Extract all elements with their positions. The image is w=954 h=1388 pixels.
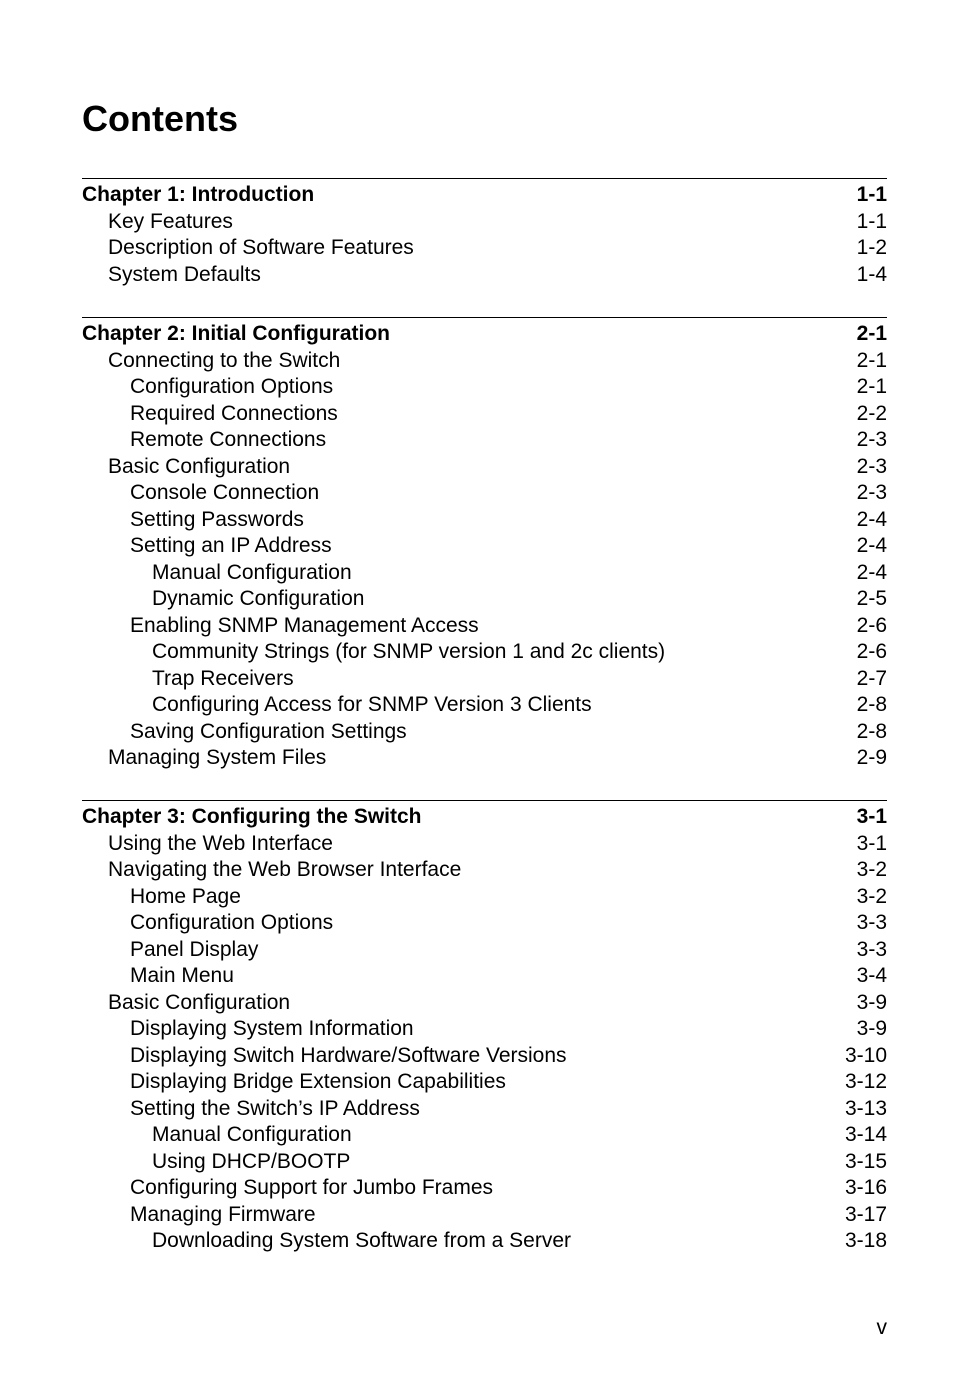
toc-entry-title: Displaying System Information <box>130 1017 414 1040</box>
toc-entry[interactable] <box>82 692 887 719</box>
toc-entry[interactable] <box>82 719 887 746</box>
toc-entry[interactable] <box>82 480 887 507</box>
toc-entry-title: Setting the Switch’s IP Address <box>130 1096 420 1120</box>
toc-entry-page: 2-3 <box>856 428 887 451</box>
toc-entry-page: 2-4 <box>856 560 887 584</box>
toc-entry[interactable] <box>82 427 887 454</box>
toc-entry-page: 3-3 <box>856 911 887 934</box>
toc-entry[interactable] <box>82 831 887 858</box>
toc-entry[interactable] <box>82 745 887 772</box>
toc-entry-title: Displaying Bridge Extension Capabilities <box>130 1070 506 1093</box>
toc-entry[interactable] <box>82 374 887 401</box>
toc-entry-title: Home Page <box>130 884 241 908</box>
toc-entry-page: 2-2 <box>856 401 887 425</box>
toc-entry-page: 2-8 <box>856 693 887 716</box>
toc-entry-title: Setting Passwords <box>130 507 304 531</box>
toc-entry[interactable] <box>82 857 887 884</box>
toc-entry-title: Main Menu <box>130 964 234 987</box>
toc-entry-page: 2-1 <box>856 348 887 372</box>
toc-entry-page: 3-10 <box>844 1043 887 1067</box>
toc-entry[interactable] <box>82 990 887 1017</box>
toc-entry-title: Required Connections <box>130 401 338 425</box>
toc-entry-page: 2-6 <box>856 640 887 663</box>
toc-entry-title: Configuring Support for Jumbo Frames <box>130 1176 493 1199</box>
page-number: v <box>876 1316 887 1339</box>
chapter-heading[interactable] <box>82 321 887 348</box>
toc-entry-page: 3-12 <box>844 1070 887 1093</box>
toc-entry-page: 2-6 <box>856 613 887 637</box>
toc-entry-title: Navigating the Web Browser Interface <box>108 858 462 881</box>
chapter-heading[interactable] <box>82 182 887 209</box>
toc-entry-page: 1-1 <box>856 209 887 233</box>
toc-entry-page: 3-17 <box>844 1202 887 1226</box>
page-title: Contents <box>82 98 238 139</box>
toc-entry-title: Dynamic Configuration <box>152 587 365 610</box>
toc-entry-title: Saving Configuration Settings <box>130 719 407 743</box>
toc-entry[interactable] <box>82 262 887 289</box>
toc-entry[interactable] <box>82 401 887 428</box>
toc-entry-page: 3-13 <box>844 1096 887 1120</box>
toc-entry-title: Community Strings (for SNMP version 1 and 2c clients) <box>152 640 666 663</box>
toc-entry-title: Setting an IP Address <box>130 534 332 557</box>
toc-entry[interactable] <box>82 1122 887 1149</box>
toc-entry[interactable] <box>82 1016 887 1043</box>
toc-entry[interactable] <box>82 507 887 534</box>
toc-entry[interactable] <box>82 1096 887 1123</box>
toc-entry[interactable] <box>82 639 887 666</box>
toc-entry-title: Chapter 1: Introduction <box>82 183 315 206</box>
toc-entry[interactable] <box>82 1202 887 1229</box>
toc-entry-page: 2-4 <box>856 507 887 531</box>
chapter-section <box>82 317 887 772</box>
toc-entry-title: Configuration Options <box>130 911 334 934</box>
toc-entry[interactable] <box>82 1043 887 1070</box>
toc-entry[interactable] <box>82 235 887 262</box>
toc-entry-title: Using DHCP/BOOTP <box>152 1149 351 1173</box>
toc-entry-page: 2-3 <box>856 481 887 504</box>
toc-entry-page: 3-1 <box>856 805 887 828</box>
toc-entry-title: Manual Configuration <box>152 560 352 584</box>
toc-entry[interactable] <box>82 454 887 481</box>
toc-entry-page: 3-1 <box>856 831 887 855</box>
toc-entry-title: Using the Web Interface <box>108 831 333 855</box>
toc-entry-page: 3-9 <box>856 1017 887 1040</box>
toc-entry[interactable] <box>82 613 887 640</box>
toc-entry-title: Trap Receivers <box>152 666 294 690</box>
toc-entry-page: 3-2 <box>856 884 887 908</box>
toc-entry-title: Displaying Switch Hardware/Software Versions <box>130 1043 567 1067</box>
toc-entry-page: 3-15 <box>844 1149 887 1173</box>
toc-entry-page: 3-18 <box>844 1229 887 1252</box>
toc-entry-page: 3-3 <box>856 937 887 961</box>
toc-entry-title: Panel Display <box>130 937 259 961</box>
toc-entry-page: 2-1 <box>856 375 887 398</box>
toc-entry-title: Configuring Access for SNMP Version 3 Clients <box>152 693 592 716</box>
toc-entry[interactable] <box>82 560 887 587</box>
toc-entry-page: 2-3 <box>856 454 887 478</box>
toc-entry[interactable] <box>82 937 887 964</box>
toc-entry-title: Basic Configuration <box>108 454 291 478</box>
toc-entry[interactable] <box>82 963 887 990</box>
toc-entry[interactable] <box>82 586 887 613</box>
toc-entry[interactable] <box>82 666 887 693</box>
toc-entry-page: 3-4 <box>856 964 887 987</box>
toc-entry[interactable] <box>82 533 887 560</box>
toc-entry-page: 3-16 <box>844 1176 887 1199</box>
toc-entry-title: Console Connection <box>130 481 320 504</box>
toc-entry-title: Chapter 2: Initial Configuration <box>82 322 390 345</box>
toc-entry[interactable] <box>82 884 887 911</box>
toc-entry-page: 2-8 <box>856 719 887 743</box>
toc-entry-title: Connecting to the Switch <box>108 348 341 372</box>
toc-entry-title: Enabling SNMP Management Access <box>130 613 479 637</box>
toc-entry-page: 2-7 <box>856 666 887 690</box>
toc-entry-title: System Defaults <box>108 262 261 286</box>
chapter-heading[interactable] <box>82 804 887 831</box>
toc-entry-page: 3-14 <box>844 1123 887 1146</box>
toc-entry-title: Chapter 3: Configuring the Switch <box>82 805 422 828</box>
toc-entry[interactable] <box>82 1228 887 1255</box>
toc-entry-page: 2-4 <box>856 534 887 557</box>
chapter-section <box>82 800 887 1255</box>
toc-entry-title: Key Features <box>108 209 233 233</box>
toc-entry-page: 2-9 <box>856 746 887 769</box>
toc-entry-page: 1-1 <box>856 183 887 206</box>
toc-entry[interactable] <box>82 348 887 375</box>
toc-entry[interactable] <box>82 1175 887 1202</box>
toc-entry[interactable] <box>82 910 887 937</box>
toc-entry-title: Remote Connections <box>130 428 327 451</box>
toc-entry[interactable] <box>82 1069 887 1096</box>
toc-entry-title: Basic Configuration <box>108 990 291 1014</box>
toc-entry-page: 1-4 <box>856 262 887 286</box>
toc-entry[interactable] <box>82 209 887 236</box>
toc-entry-page: 1-2 <box>856 236 887 259</box>
toc-entry-page: 3-2 <box>856 858 887 881</box>
toc-entry-page: 2-5 <box>856 587 887 610</box>
toc-entry-title: Configuration Options <box>130 375 334 398</box>
chapter-section <box>82 178 887 288</box>
toc-entry-page: 2-1 <box>856 322 887 345</box>
toc-entry[interactable] <box>82 1149 887 1176</box>
toc-entry-title: Downloading System Software from a Server <box>152 1229 572 1252</box>
toc-entry-title: Managing Firmware <box>130 1202 316 1226</box>
toc-entry-page: 3-9 <box>856 990 887 1014</box>
toc-entry-title: Description of Software Features <box>108 236 414 259</box>
toc-entry-title: Managing System Files <box>108 746 327 769</box>
toc-entry-title: Manual Configuration <box>152 1123 352 1146</box>
